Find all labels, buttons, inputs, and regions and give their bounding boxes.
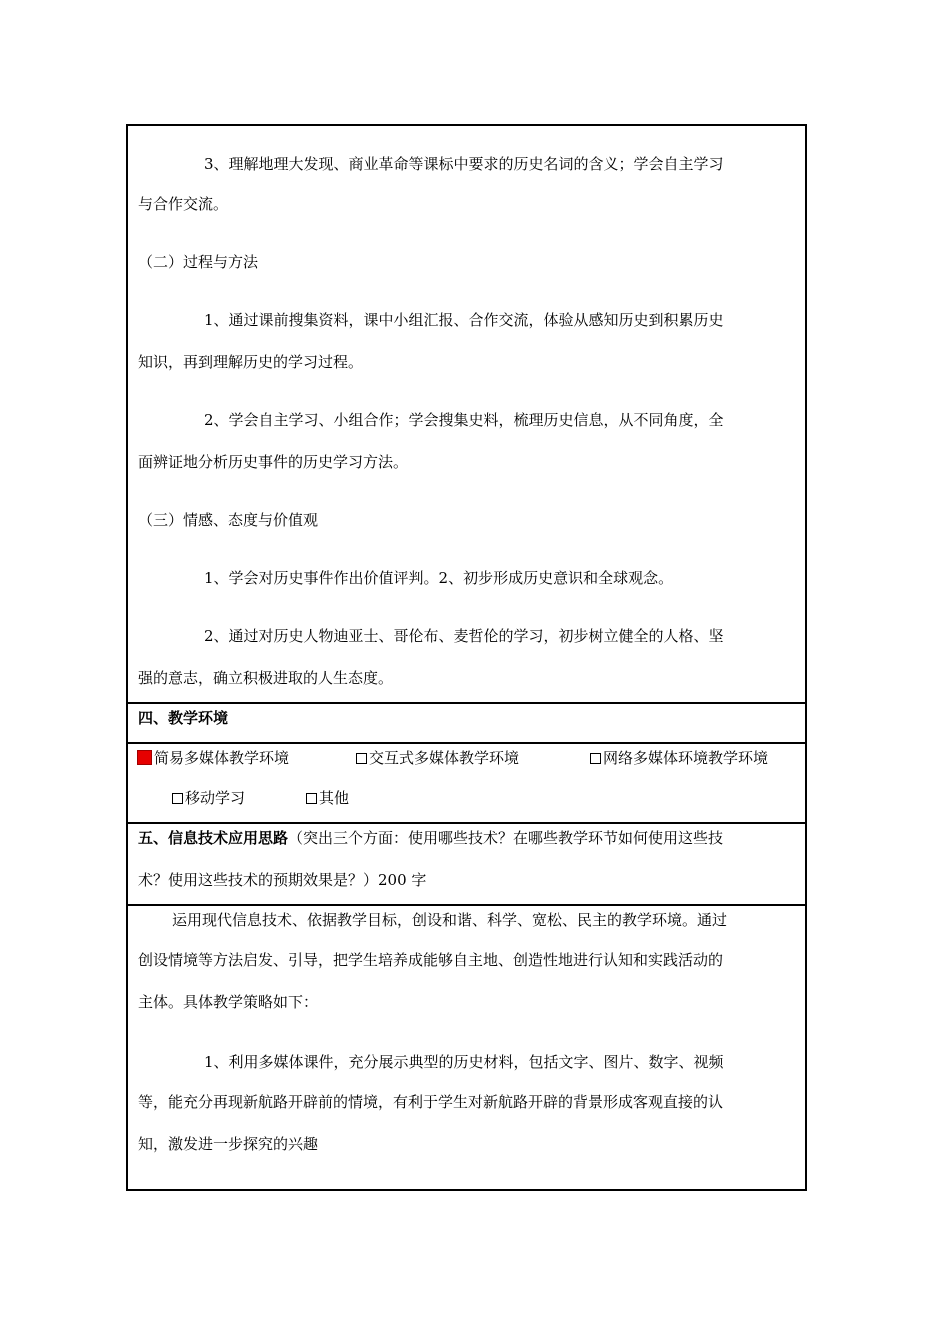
paragraph-text: 强的意志，确立积极进取的人生态度。 <box>138 669 394 687</box>
option-interactive-multimedia[interactable] <box>356 748 519 768</box>
paragraph-text: 2、学会自主学习、小组合作；学会搜集史料，梳理历史信息，从不同角度，全 <box>204 411 724 429</box>
checkbox-icon[interactable] <box>356 753 367 764</box>
section-note: 术？使用这些技术的预期效果是？）200 字 <box>138 871 427 889</box>
option-simple-multimedia[interactable] <box>137 748 289 768</box>
section-title: 四、教学环境 <box>138 709 229 727</box>
checkbox-icon[interactable] <box>172 793 183 804</box>
checkbox-icon[interactable] <box>590 753 601 764</box>
subsection-heading: （二）过程与方法 <box>138 253 259 271</box>
paragraph-text: 运用现代信息技术、依据教学目标，创设和谐、科学、宽松、民主的教学环境。通过 <box>172 911 728 929</box>
paragraph-text: 1、通过课前搜集资料，课中小组汇报、合作交流，体验从感知历史到积累历史 <box>204 311 724 329</box>
section-title: 五、信息技术应用思路 <box>138 829 289 847</box>
option-other[interactable] <box>306 788 349 808</box>
row-divider <box>128 822 805 824</box>
checkbox-icon[interactable] <box>306 793 317 804</box>
option-label: 交互式多媒体教学环境 <box>369 749 520 767</box>
section-note: （突出三个方面：使用哪些技术？在哪些教学环节如何使用这些技 <box>288 829 724 847</box>
option-mobile-learning[interactable] <box>172 788 245 808</box>
option-label: 简易多媒体教学环境 <box>154 749 290 767</box>
paragraph-text: 创设情境等方法启发、引导，把学生培养成能够自主地、创造性地进行认知和实践活动的 <box>138 951 724 969</box>
option-label: 移动学习 <box>185 789 246 807</box>
row-divider <box>128 742 805 744</box>
paragraph-text: 知，激发进一步探究的兴趣 <box>138 1135 319 1153</box>
paragraph-text: 1、利用多媒体课件，充分展示典型的历史材料，包括文字、图片、数字、视频 <box>204 1053 724 1071</box>
paragraph-text: 知识，再到理解历史的学习过程。 <box>138 353 364 371</box>
paragraph-text: 主体。具体教学策略如下： <box>138 993 319 1011</box>
lesson-plan-table <box>126 124 807 1191</box>
row-divider <box>128 702 805 704</box>
section-header-line <box>138 828 723 848</box>
checked-checkbox-icon[interactable] <box>137 750 152 765</box>
paragraph-text: 面辨证地分析历史事件的历史学习方法。 <box>138 453 409 471</box>
row-divider <box>128 904 805 906</box>
paragraph-text: 3、理解地理大发现、商业革命等课标中要求的历史名词的含义；学会自主学习 <box>204 155 724 173</box>
option-label: 其他 <box>319 789 350 807</box>
paragraph-text: 与合作交流。 <box>138 195 229 213</box>
option-label: 网络多媒体环境教学环境 <box>603 749 769 767</box>
paragraph-text: 1、学会对历史事件作出价值评判。2、初步形成历史意识和全球观念。 <box>204 569 674 587</box>
subsection-heading: （三）情感、态度与价值观 <box>138 511 319 529</box>
paragraph-text: 2、通过对历史人物迪亚士、哥伦布、麦哲伦的学习，初步树立健全的人格、坚 <box>204 627 724 645</box>
paragraph-text: 等，能充分再现新航路开辟前的情境，有利于学生对新航路开辟的背景形成客观直接的认 <box>138 1093 724 1111</box>
option-network-multimedia[interactable] <box>590 748 768 768</box>
